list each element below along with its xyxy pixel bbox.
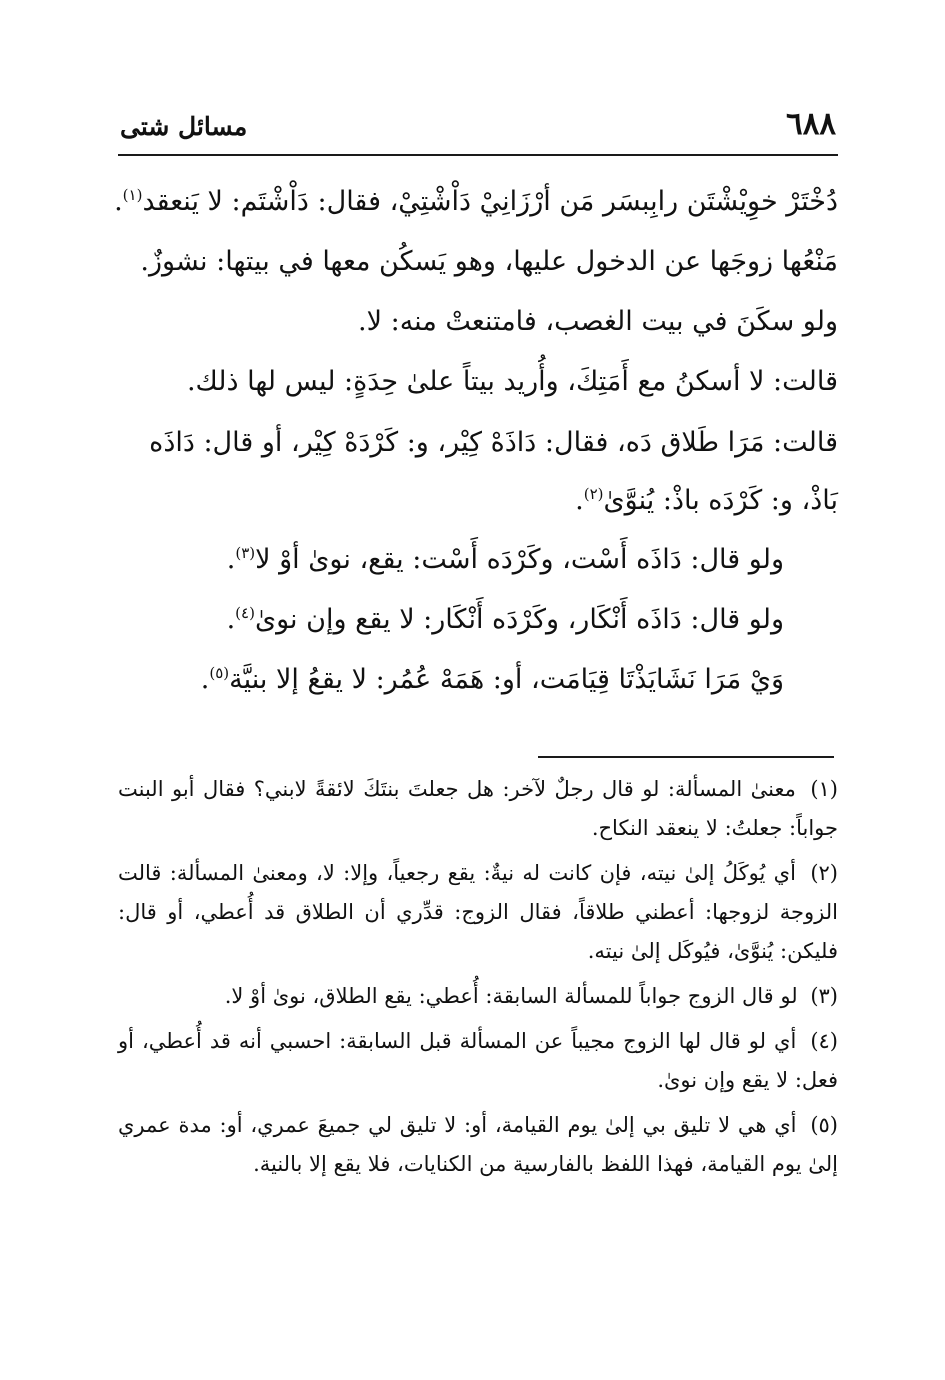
footnote-4 xyxy=(118,1022,838,1100)
main-line-6 xyxy=(118,530,838,590)
page-number: ٦٨٨ xyxy=(786,106,836,142)
main-text xyxy=(114,172,838,710)
line-end: . xyxy=(226,604,236,635)
footnote-text: أي يُوكَلُ إلىٰ نيته، فإن كانت له نيةٌ: يقع رجعياً، وإلا: لا، ومعنىٰ المسألة: قالت الزوجة لزوجها: أعطني طلاقاً، فقال الزوج: قدِّري أن الطلاق قد أُعطي، أو قال: فليكن: يُنوَّىٰ، فيُوكَل إلىٰ نيته. xyxy=(118,861,838,963)
main-line-8 xyxy=(118,650,838,710)
footnote-number: (٢) xyxy=(810,861,838,885)
main-line-5 xyxy=(118,414,838,530)
footnote-marker-4: (٤) xyxy=(235,604,255,622)
line-text: وَيْ مَرَا نَشَايَذْتَا قِيَامَت، أو: هَمَهْ عُمُر: لا يقعُ إلا بنيَّة xyxy=(229,664,784,695)
line-end: . xyxy=(226,544,236,575)
footnote-2 xyxy=(118,854,838,971)
footnote-text: أي لو قال لها الزوج مجيباً عن المسألة قبل السابقة: احسبي أنه قد أُعطي، أو فعل: لا يقع وإن نوىٰ. xyxy=(118,1029,838,1092)
footnote-marker-3: (٣) xyxy=(235,544,256,562)
footnote-5 xyxy=(118,1106,838,1184)
footnote-number: (١) xyxy=(810,777,838,801)
footnote-number: (٣) xyxy=(810,984,838,1008)
line-end: . xyxy=(575,485,584,516)
footnote-text: أي هي لا تليق بي إلىٰ يوم القيامة، أو: لا تليق لي جميعَ عمري، أو: مدة عمري إلىٰ يوم القيامة، فهذا اللفظ بالفارسية من الكنايات، فلا يقع إلا بالنية. xyxy=(118,1113,838,1176)
footnote-number: (٥) xyxy=(810,1113,838,1137)
main-line-1 xyxy=(114,172,838,232)
line-text: ولو قال: دَاذَه أَنْكَار، وكَرْدَه أَنْكَار: لا يقع وإن نوىٰ xyxy=(254,604,784,635)
main-line-7 xyxy=(118,590,838,650)
footnotes xyxy=(118,770,838,1190)
main-line-2: مَنْعُها زوجَها عن الدخول عليها، وهو يَسكُن معها في بيتها: نشوزٌ. xyxy=(140,246,838,277)
line-text: دُخْتَرْ خوِيْشْتَن رابِبسَر مَن أرْزَانِيْ دَاْشْتِيْ، فقال: دَاْشْتَم: لا يَنعقد xyxy=(142,186,838,217)
footnote-marker-5: (٥) xyxy=(209,664,230,682)
footnote-marker-2: (٢) xyxy=(583,485,604,503)
main-line-4: قالت: لا أسكنُ مع أَمَتِكَ، وأُريد بيتاً علىٰ حِدَةٍ: ليس لها ذلك. xyxy=(186,366,838,397)
line-text: قالت: مَرَا طَلاق دَه، فقال: دَاذَهْ كِيْر، و: كَرْدَهْ كِيْر، أو قال: دَاذَه بَاذْ، و: كَرْدَه باذْ: يُنوَّىٰ xyxy=(149,427,838,516)
line-end: . xyxy=(200,664,210,695)
running-header xyxy=(118,98,838,156)
footnote-1 xyxy=(118,770,838,848)
main-line-3: ولو سكَنَ في بيت الغصب، فامتنعتْ منه: لا. xyxy=(358,306,838,337)
footnote-separator xyxy=(538,756,834,758)
chapter-title: مسائل شتى xyxy=(120,112,248,141)
line-text: ولو قال: دَاذَه أَسْت، وكَرْدَه أَسْت: يقع، نوىٰ أوْ لا xyxy=(255,544,784,575)
footnote-number: (٤) xyxy=(810,1029,838,1053)
footnote-text: لو قال الزوج جواباً للمسألة السابقة: أُعطي: يقع الطلاق، نوىٰ أوْ لا. xyxy=(224,984,798,1008)
line-end: . xyxy=(114,186,123,217)
footnote-3 xyxy=(118,977,838,1016)
footnote-text: معنىٰ المسألة: لو قال رجلٌ لآخر: هل جعلتَ بنتَكَ لائقةً لابني؟ فقال أبو البنت جواباً: جعلتُ: لا ينعقد النكاح. xyxy=(118,777,838,840)
footnote-marker-1: (١) xyxy=(122,186,143,204)
